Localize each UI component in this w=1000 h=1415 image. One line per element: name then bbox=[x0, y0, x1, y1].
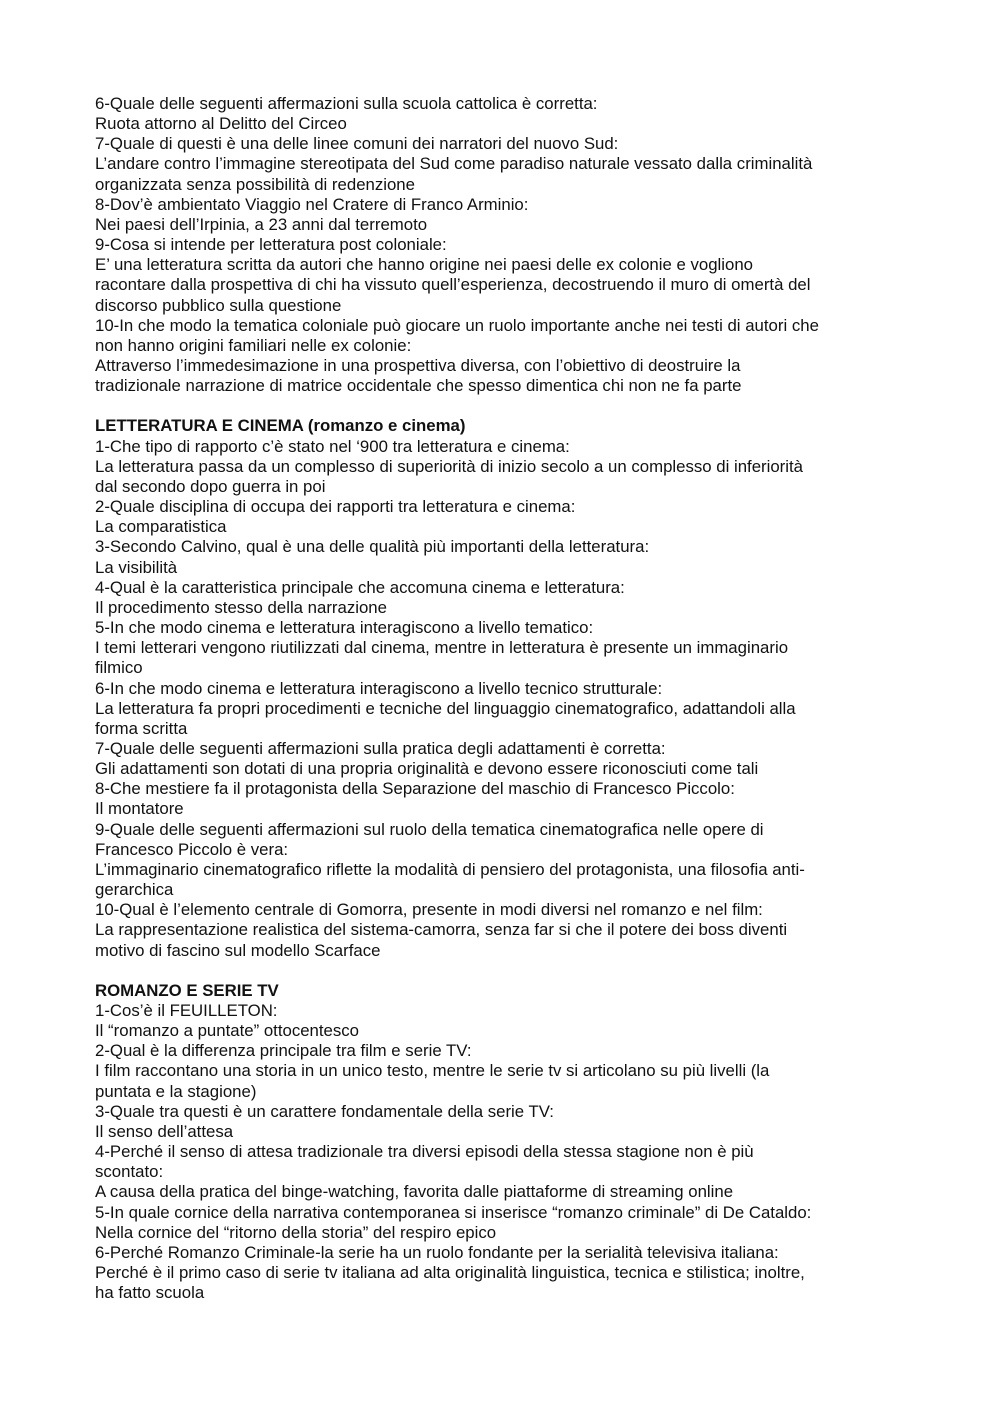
answer-line: ha fatto scuola bbox=[95, 1283, 205, 1303]
answer-line: discorso pubblico sulla questione bbox=[95, 295, 342, 315]
question-line: 5-In quale cornice della narrativa contemporanea si inserisce “romanzo criminale” di De Cataldo: bbox=[95, 1202, 812, 1222]
answer-line: Il montatore bbox=[95, 799, 184, 819]
section-heading: ROMANZO E SERIE TV bbox=[95, 980, 279, 1000]
question-line: 8-Dov’è ambientato Viaggio nel Cratere di Franco Arminio: bbox=[95, 194, 529, 214]
answer-line: A causa della pratica del binge-watching, favorita dalle piattaforme di streaming online bbox=[95, 1182, 734, 1202]
answer-line: Il procedimento stesso della narrazione bbox=[95, 597, 387, 617]
question-line: 7-Quale di questi è una delle linee comuni dei narratori del nuovo Sud: bbox=[95, 134, 619, 154]
answer-line: Nei paesi dell’Irpinia, a 23 anni dal terremoto bbox=[95, 214, 428, 234]
question-line: 2-Qual è la differenza principale tra film e serie TV: bbox=[95, 1041, 472, 1061]
question-line: Francesco Piccolo è vera: bbox=[95, 839, 289, 859]
question-line: 5-In che modo cinema e letteratura interagiscono a livello tematico: bbox=[95, 618, 594, 638]
answer-line: filmico bbox=[95, 658, 143, 678]
section-letteratura-cinema bbox=[95, 416, 915, 960]
question-line: 4-Perché il senso di attesa tradizionale tra diversi episodi della stessa stagione non è più bbox=[95, 1142, 754, 1162]
question-line: 1-Cos’è il FEUILLETON: bbox=[95, 1001, 278, 1020]
question-line: 10-In che modo la tematica coloniale può giocare un ruolo importante anche nei testi di autori che bbox=[95, 315, 819, 335]
answer-line: Attraverso l’immedesimazione in una prospettiva diversa, con l’obiettivo di deostruire la bbox=[95, 356, 741, 376]
question-line: scontato: bbox=[95, 1162, 164, 1182]
answer-line: Nella cornice del “ritorno della storia” del respiro epico bbox=[95, 1222, 497, 1242]
answer-line: Il senso dell’attesa bbox=[95, 1121, 234, 1141]
question-line: 4-Qual è la caratteristica principale che accomuna cinema e letteratura: bbox=[95, 577, 625, 597]
question-line: 9-Quale delle seguenti affermazioni sul ruolo della tematica cinematografica nelle opere di bbox=[95, 819, 764, 839]
answer-line: Ruota attorno al Delitto del Circeo bbox=[95, 114, 347, 134]
answer-line: forma scritta bbox=[95, 718, 188, 738]
answer-line: L’andare contro l’immagine stereotipata del Sud come paradiso naturale vessato dalla criminalità bbox=[95, 154, 813, 174]
question-line: 2-Quale disciplina di occupa dei rapporti tra letteratura e cinema: bbox=[95, 497, 576, 517]
document-body bbox=[95, 94, 915, 1303]
answer-line: Gli adattamenti son dotati di una propria originalità e devono essere riconosciuti come tali bbox=[95, 759, 759, 779]
answer-line: Il “romanzo a puntate” ottocentesco bbox=[95, 1021, 359, 1041]
answer-line: tradizionale narrazione di matrice occidentale che spesso dimentica chi non ne fa parte bbox=[95, 376, 742, 396]
question-line: 6-Quale delle seguenti affermazioni sulla scuola cattolica è corretta: bbox=[95, 94, 598, 113]
question-line: 8-Che mestiere fa il protagonista della Separazione del maschio di Francesco Piccolo: bbox=[95, 779, 735, 799]
question-line: non hanno origini familiari nelle ex colonie: bbox=[95, 335, 412, 355]
answer-line: La letteratura fa propri procedimenti e tecniche del linguaggio cinematografico, adattandoli alla bbox=[95, 698, 796, 718]
section-heading: LETTERATURA E CINEMA (romanzo e cinema) bbox=[95, 416, 466, 436]
answer-line: La rappresentazione realistica del sistema-camorra, senza far si che il potere dei boss diventi bbox=[95, 920, 788, 940]
question-line: 6-Perché Romanzo Criminale-la serie ha un ruolo fondante per la serialità televisiva italiana: bbox=[95, 1242, 779, 1262]
section-spacer bbox=[95, 396, 915, 416]
question-line: 7-Quale delle seguenti affermazioni sulla pratica degli adattamenti è corretta: bbox=[95, 738, 666, 758]
question-line: 10-Qual è l’elemento centrale di Gomorra, presente in modi diversi nel romanzo e nel film: bbox=[95, 900, 763, 920]
answer-line: L’immaginario cinematografico riflette la modalità di pensiero del protagonista, una filosofia anti- bbox=[95, 859, 805, 879]
section-spacer bbox=[95, 961, 915, 981]
answer-line: puntata e la stagione) bbox=[95, 1081, 257, 1101]
answer-line: racontare dalla prospettiva di chi ha vissuto quell’esperienza, decostruendo il muro di omertà del bbox=[95, 275, 811, 295]
answer-line: E’ una letteratura scritta da autori che hanno origine nei paesi delle ex colonie e vogliono bbox=[95, 255, 753, 275]
answer-line: I temi letterari vengono riutilizzati dal cinema, mentre in letteratura è presente un immaginario bbox=[95, 638, 789, 658]
answer-line: dal secondo dopo guerra in poi bbox=[95, 476, 326, 496]
question-line: 3-Secondo Calvino, qual è una delle qualità più importanti della letteratura: bbox=[95, 537, 650, 557]
answer-line: I film raccontano una storia in un unico testo, mentre le serie tv si articolano su più livelli (la bbox=[95, 1061, 770, 1081]
question-line: 3-Quale tra questi è un carattere fondamentale della serie TV: bbox=[95, 1101, 554, 1121]
answer-line: motivo di fascino sul modello Scarface bbox=[95, 940, 381, 960]
question-line: 9-Cosa si intende per letteratura post coloniale: bbox=[95, 235, 447, 255]
answer-line: La comparatistica bbox=[95, 517, 227, 537]
answer-line: La visibilità bbox=[95, 557, 178, 577]
answer-line: gerarchica bbox=[95, 880, 174, 900]
answer-line: organizzata senza possibilità di redenzione bbox=[95, 174, 415, 194]
answer-line: Perché è il primo caso di serie tv italiana ad alta originalità linguistica, tecnica e stilistica; inoltre, bbox=[95, 1263, 805, 1283]
section-romanzo-serie-tv bbox=[95, 981, 915, 1304]
question-line: 1-Che tipo di rapporto c’è stato nel ‘900 tra letteratura e cinema: bbox=[95, 436, 570, 456]
intro-block bbox=[95, 94, 915, 396]
answer-line: La letteratura passa da un complesso di superiorità di inizio secolo a un complesso di inferiorità bbox=[95, 456, 803, 476]
question-line: 6-In che modo cinema e letteratura interagiscono a livello tecnico strutturale: bbox=[95, 678, 663, 698]
